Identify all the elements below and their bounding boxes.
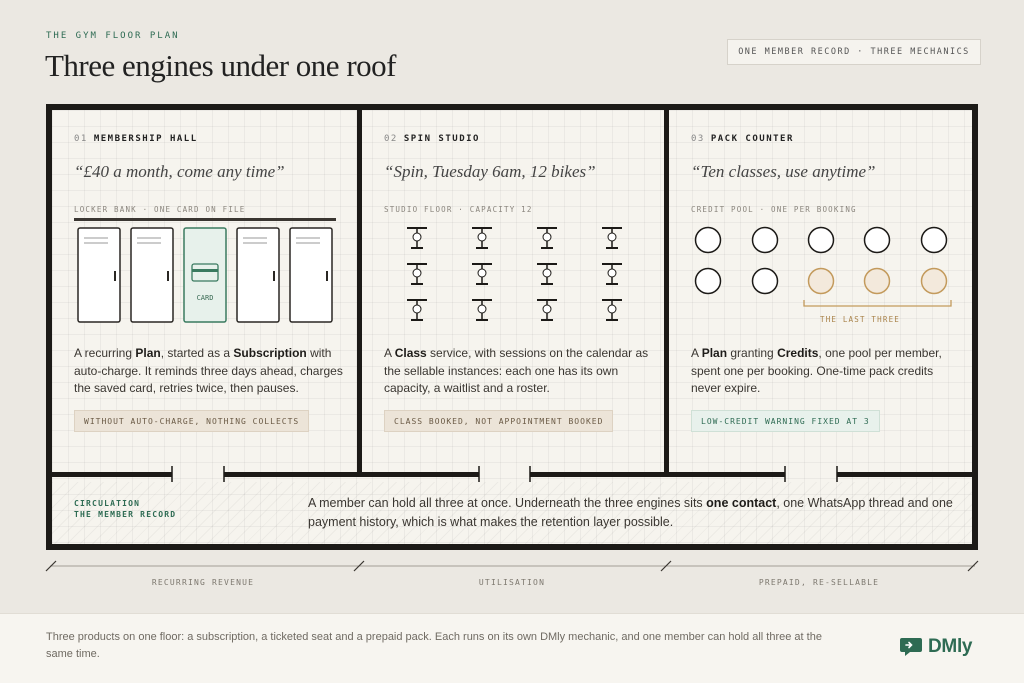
credit-last-three bbox=[922, 269, 947, 294]
page-title: Three engines under one roof bbox=[45, 48, 396, 83]
spin-bike-icon bbox=[602, 300, 622, 320]
room-name: SPIN STUDIO bbox=[403, 134, 480, 144]
credit-token bbox=[696, 269, 721, 294]
spin-bike-icon bbox=[602, 264, 622, 284]
spin-bike-icon bbox=[472, 264, 492, 284]
credit-token bbox=[809, 228, 834, 253]
spin-bike-icon bbox=[537, 300, 557, 320]
room-membership-hall bbox=[52, 110, 352, 476]
spin-bike-icon bbox=[407, 228, 427, 248]
credit-token bbox=[696, 228, 721, 253]
room-sublabel: STUDIO FLOOR · CAPACITY 12 bbox=[384, 205, 533, 214]
card-locker bbox=[184, 228, 226, 322]
spin-bike-icon bbox=[472, 228, 492, 248]
room-number: 01 bbox=[74, 134, 88, 144]
room-description: A Class service, with sessions on the calendar as the sellable instances: each one has its own capacity, a waitlist and a roster. bbox=[384, 346, 649, 395]
room-label bbox=[74, 134, 198, 144]
spin-bike-icon bbox=[407, 264, 427, 284]
dimension-label: UTILISATION bbox=[478, 578, 546, 587]
locker-bank-illustration bbox=[74, 218, 336, 324]
locker bbox=[290, 228, 332, 322]
room-number: 02 bbox=[384, 134, 398, 144]
card-label: CARD bbox=[196, 294, 214, 302]
room-quote: “Spin, Tuesday 6am, 12 bikes” bbox=[384, 162, 596, 181]
dimension-label: RECURRING REVENUE bbox=[151, 578, 255, 587]
credit-token bbox=[753, 228, 778, 253]
last-three-bracket bbox=[804, 300, 951, 306]
spin-bike-icon bbox=[602, 228, 622, 248]
footer bbox=[0, 613, 1024, 683]
footer-caption: Three products on one floor: a subscription, a ticketed seat and a prepaid pack. Each runs on its own DMly mechanic, and one member can hold all three at the same time. bbox=[46, 631, 822, 660]
page-kicker: THE GYM FLOOR PLAN bbox=[46, 31, 180, 41]
spin-bike-icon bbox=[537, 264, 557, 284]
spin-bike-icon bbox=[407, 300, 427, 320]
spin-bike-icon bbox=[472, 300, 492, 320]
credit-last-three bbox=[809, 269, 834, 294]
room-number: 03 bbox=[691, 134, 705, 144]
room-sublabel: LOCKER BANK · ONE CARD ON FILE bbox=[74, 205, 246, 214]
dimension-lines bbox=[0, 556, 1024, 576]
room-quote: “Ten classes, use anytime” bbox=[691, 162, 876, 181]
room-label bbox=[691, 134, 794, 144]
credit-token bbox=[753, 269, 778, 294]
room-tag: CLASS BOOKED, NOT APPOINTMENT BOOKED bbox=[384, 410, 613, 432]
room-label bbox=[384, 134, 480, 144]
room-tag: WITHOUT AUTO-CHARGE, NOTHING COLLECTS bbox=[74, 410, 309, 432]
credit-last-three bbox=[865, 269, 890, 294]
room-description: A Plan granting Credits, one pool per member, spent one per booking. One-time pack credits never expire. bbox=[691, 346, 942, 395]
room-sublabel: CREDIT POOL · ONE PER BOOKING bbox=[691, 205, 857, 214]
logo-text: DMly bbox=[928, 636, 973, 657]
credit-token bbox=[865, 228, 890, 253]
bracket-label: THE LAST THREE bbox=[819, 315, 901, 324]
bike-grid-illustration bbox=[384, 218, 646, 324]
room-spin-studio bbox=[362, 110, 662, 476]
credit-token bbox=[922, 228, 947, 253]
locker bbox=[78, 228, 120, 322]
circulation-corridor bbox=[52, 482, 972, 544]
locker bbox=[131, 228, 173, 322]
room-pack-counter bbox=[669, 110, 969, 476]
chat-bubble-icon bbox=[899, 636, 923, 658]
circulation-label: CIRCULATION THE MEMBER RECORD bbox=[74, 499, 177, 519]
room-quote: “£40 a month, come any time” bbox=[74, 162, 285, 181]
credit-pool-illustration bbox=[691, 218, 961, 324]
circulation-text: A member can hold all three at once. Underneath the three engines sits one contact, one WhatsApp thread and one payment history, which is what makes the retention layer possible. bbox=[308, 496, 953, 529]
locker bbox=[237, 228, 279, 322]
floor-plan bbox=[46, 104, 978, 550]
room-tag: LOW-CREDIT WARNING FIXED AT 3 bbox=[691, 410, 880, 432]
dimension-label: PREPAID, RE-SELLABLE bbox=[758, 578, 880, 587]
room-name: MEMBERSHIP HALL bbox=[93, 134, 198, 144]
spin-bike-icon bbox=[537, 228, 557, 248]
dmly-logo bbox=[899, 636, 972, 658]
header-badge: ONE MEMBER RECORD · THREE MECHANICS bbox=[727, 39, 981, 65]
room-name: PACK COUNTER bbox=[710, 134, 794, 144]
room-description: A recurring Plan, started as a Subscription with auto-charge. It reminds three days ahead, charges the saved card, retries twice, then pauses. bbox=[74, 346, 343, 395]
